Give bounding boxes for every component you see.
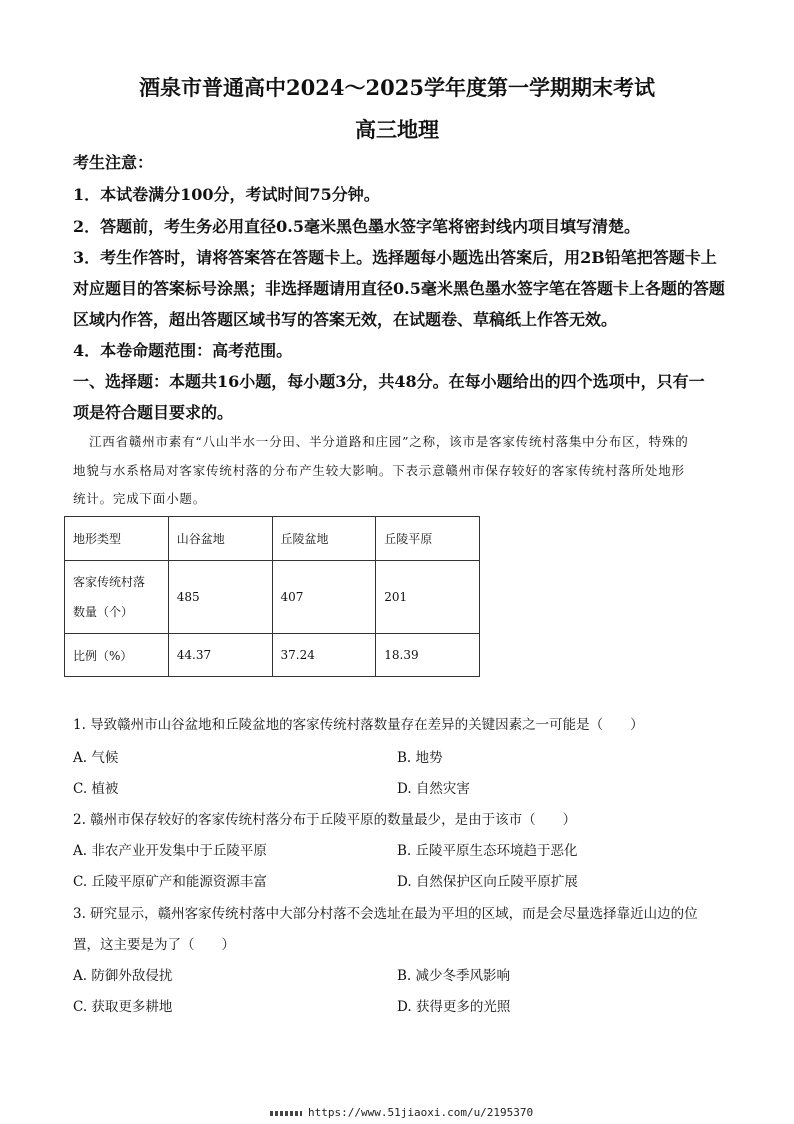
table-cell: 18.39 (376, 634, 480, 677)
table-header-cell: 丘陵平原 (376, 517, 480, 561)
question-3-option-b: B. 减少冬季风影响 (397, 968, 511, 984)
question-2-option-b: B. 丘陵平原生态环境趋于恶化 (397, 843, 578, 859)
notice-item-2: 2．答题前，考生务必用直径0.5毫米黑色墨水签字笔将密封线内项目填写清楚。 (73, 217, 640, 236)
notice-item-4: 4．本卷命题范围：高考范围。 (73, 341, 293, 360)
table-header-cell: 地形类型 (65, 517, 169, 561)
watermark-logo-icon (270, 1111, 302, 1116)
question-1-option-c: C. 植被 (73, 781, 119, 797)
table-cell: 201 (376, 561, 480, 634)
question-2-stem: 2. 赣州市保存较好的客家传统村落分布于丘陵平原的数量最少，是由于该市（ ） (73, 812, 577, 828)
question-2-option-c: C. 丘陵平原矿产和能源资源丰富 (73, 874, 267, 890)
question-2-option-a: A. 非农产业开发集中于丘陵平原 (73, 843, 267, 859)
notice-item-3: 3．考生作答时，请将答案答在答题卡上。选择题每小题选出答案后，用2B铅笔把答题卡上 (73, 248, 717, 267)
section-heading-line-2: 项是符合题目要求的。 (73, 403, 234, 422)
table-row (65, 634, 480, 677)
table-row-label: 比例（%） (65, 634, 169, 677)
question-2-option-d: D. 自然保护区向丘陵平原扩展 (397, 874, 578, 890)
question-1-option-a: A. 气候 (73, 750, 119, 766)
terrain-table (64, 516, 480, 677)
notice-item-1: 1．本试卷满分100分，考试时间75分钟。 (73, 185, 380, 204)
question-3-option-a: A. 防御外敌侵扰 (73, 968, 173, 984)
footer (270, 1106, 533, 1119)
intro-line-1: 江西省赣州市素有“八山半水一分田、半分道路和庄园”之称，该市是客家传统村落集中分布区，特殊的 (89, 434, 689, 449)
question-3-option-c: C. 获取更多耕地 (73, 999, 173, 1015)
table-cell: 407 (272, 561, 376, 634)
question-1-option-b: B. 地势 (397, 750, 443, 766)
row-label-line-2: 数量（个） (73, 605, 134, 619)
question-1-option-d: D. 自然灾害 (397, 781, 470, 797)
table-cell: 485 (168, 561, 272, 634)
table-header-row (65, 517, 480, 561)
notice-item-3-cont-1: 对应题目的答案标号涂黑；非选择题请用直径0.5毫米黑色墨水签字笔在答题卡上各题的答题 (73, 279, 725, 298)
notice-item-3-cont-2: 区域内作答，超出答题区域书写的答案无效，在试题卷、草稿纸上作答无效。 (73, 310, 618, 329)
table-header-cell: 丘陵盆地 (272, 517, 376, 561)
table-cell: 37.24 (272, 634, 376, 677)
question-1-stem: 1. 导致赣州市山谷盆地和丘陵盆地的客家传统村落数量存在差异的关键因素之一可能是（ ） (73, 717, 644, 733)
exam-title: 酒泉市普通高中2024～2025学年度第一学期期末考试 (139, 75, 655, 100)
row-label-line-1: 客家传统村落 (73, 575, 146, 589)
exam-subject: 高三地理 (355, 117, 439, 142)
question-3-stem-line-2: 置，这主要是为了（ ） (73, 937, 235, 953)
table-row-label (65, 561, 169, 634)
intro-line-2: 地貌与水系格局对客家传统村落的分布产生较大影响。下表示意赣州市保存较好的客家传统村落所处地形 (73, 463, 685, 478)
question-3-stem-line-1: 3. 研究显示，赣州客家传统村落中大部分村落不会选址在最为平坦的区域，而是会尽量选择靠近山边的位 (73, 906, 698, 922)
table-header-cell: 山谷盆地 (168, 517, 272, 561)
footer-url[interactable]: https://www.51jiaoxi.com/u/2195370 (308, 1106, 534, 1119)
table-row (65, 561, 480, 634)
section-heading-line-1: 一、选择题：本题共16小题，每小题3分，共48分。在每小题给出的四个选项中，只有一 (73, 372, 705, 391)
intro-line-3: 统计。完成下面小题。 (73, 491, 207, 506)
notice-heading: 考生注意： (73, 153, 154, 172)
question-3-option-d: D. 获得更多的光照 (397, 999, 511, 1015)
table-cell: 44.37 (168, 634, 272, 677)
